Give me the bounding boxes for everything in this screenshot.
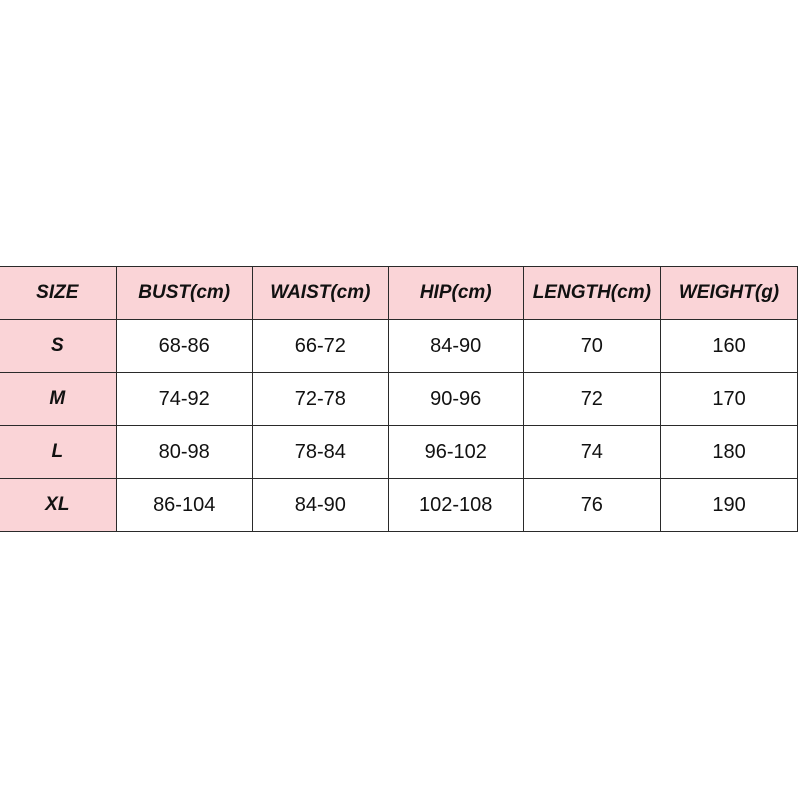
waist-cell: 72-78 [252,373,388,426]
header-bust: BUST(cm) [116,267,252,320]
length-cell: 70 [523,320,660,373]
size-cell: M [0,373,116,426]
weight-cell: 180 [661,426,798,479]
bust-cell: 74-92 [116,373,252,426]
size-cell: XL [0,479,116,532]
header-row [0,267,798,320]
weight-cell: 190 [661,479,798,532]
table-row [0,479,798,532]
size-chart-table [0,266,798,532]
header-size: SIZE [0,267,116,320]
size-cell: S [0,320,116,373]
hip-cell: 102-108 [388,479,523,532]
header-hip: HIP(cm) [388,267,523,320]
header-weight: WEIGHT(g) [661,267,798,320]
bust-cell: 80-98 [116,426,252,479]
length-cell: 74 [523,426,660,479]
waist-cell: 66-72 [252,320,388,373]
bust-cell: 68-86 [116,320,252,373]
table-row [0,373,798,426]
hip-cell: 90-96 [388,373,523,426]
bust-cell: 86-104 [116,479,252,532]
hip-cell: 96-102 [388,426,523,479]
header-length: LENGTH(cm) [523,267,660,320]
waist-cell: 84-90 [252,479,388,532]
hip-cell: 84-90 [388,320,523,373]
weight-cell: 170 [661,373,798,426]
table-row [0,320,798,373]
size-cell: L [0,426,116,479]
table-row [0,426,798,479]
waist-cell: 78-84 [252,426,388,479]
length-cell: 76 [523,479,660,532]
length-cell: 72 [523,373,660,426]
header-waist: WAIST(cm) [252,267,388,320]
weight-cell: 160 [661,320,798,373]
